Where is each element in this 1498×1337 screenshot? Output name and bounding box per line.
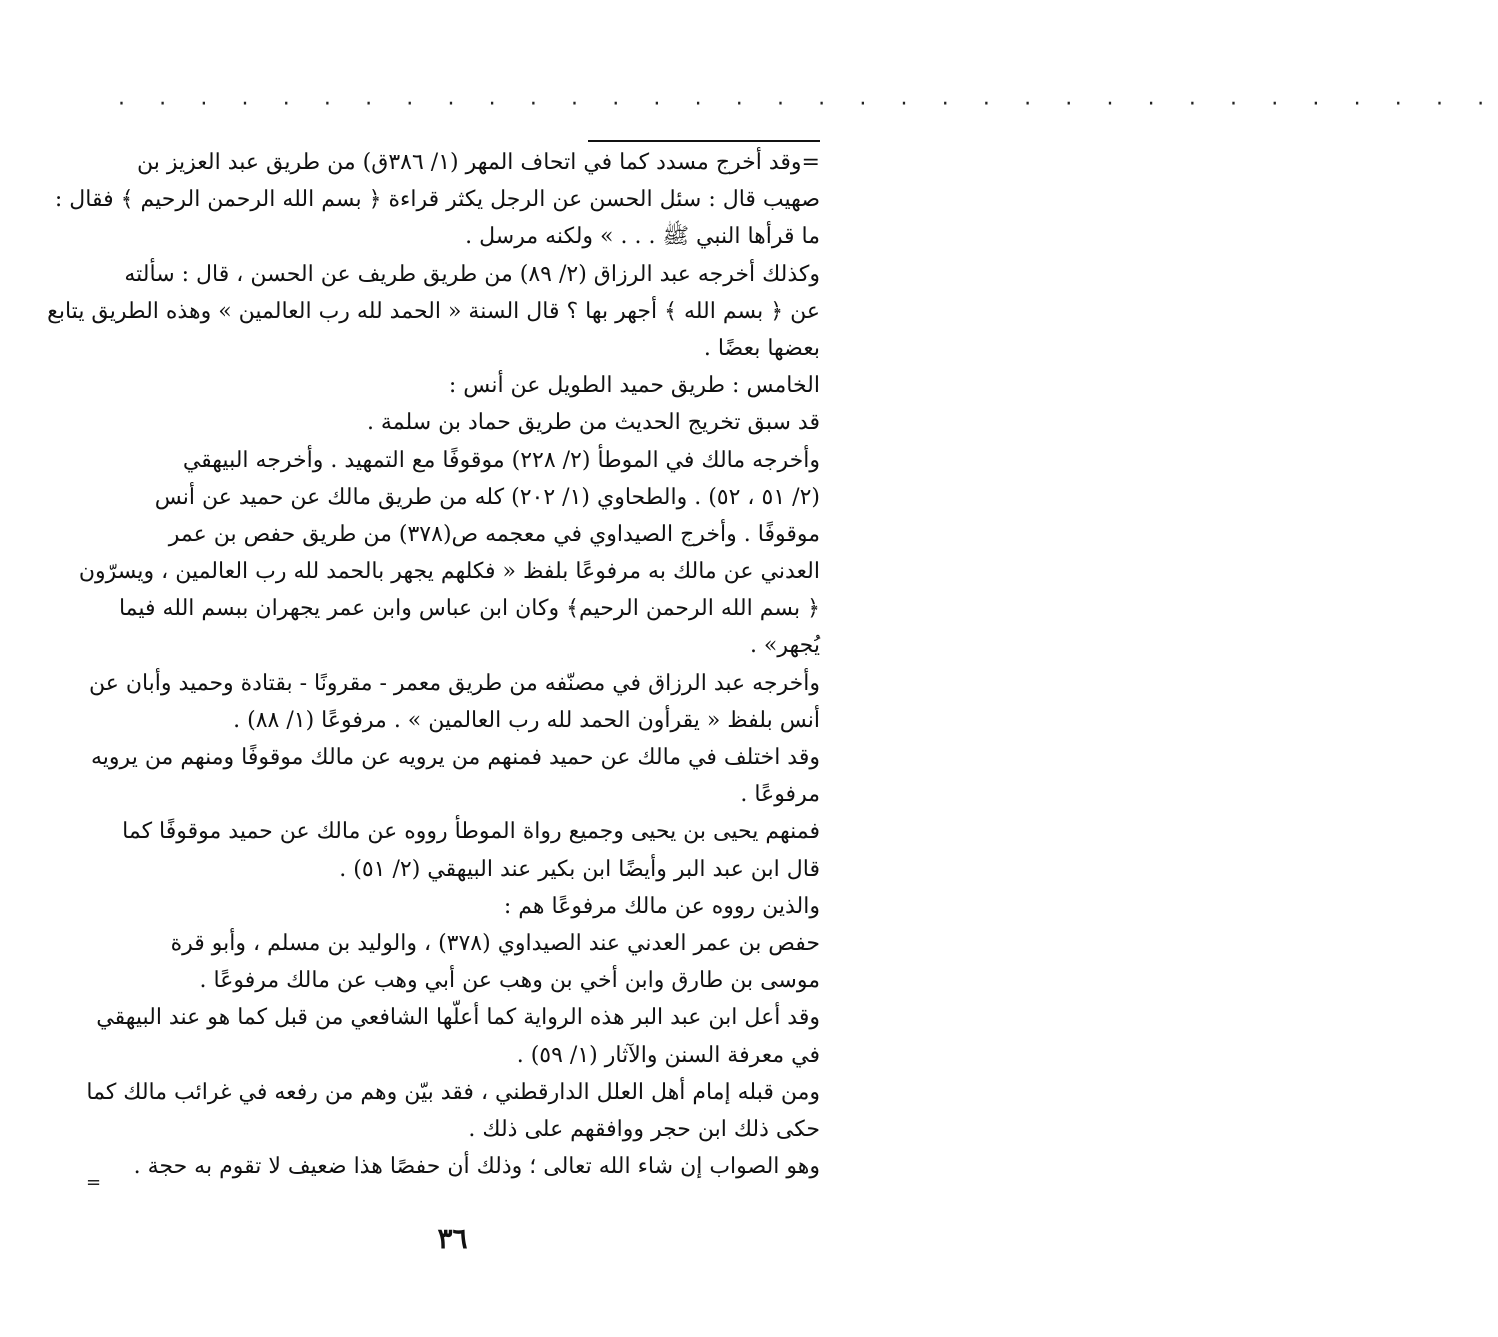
text-line: والذين رووه عن مالك مرفوعًا هم : xyxy=(503,893,820,919)
text-line: وهو الصواب إن شاء الله تعالى ؛ وذلك أن حفصًا هذا ضعيف لا تقوم به حجة . xyxy=(133,1154,820,1180)
text-line: حفص بن عمر العدني عند الصيداوي (٣٧٨) ، والوليد بن مسلم ، وأبو قرة xyxy=(170,930,820,956)
text-line: أنس بلفظ « يقرأون الحمد لله رب العالمين » . مرفوعًا (١/ ٨٨) . xyxy=(233,707,820,733)
text-line: صهيب قال : سئل الحسن عن الرجل يكثر قراءة ﴿ بسم الله الرحمن الرحيم ﴾ فقال : xyxy=(54,187,820,213)
continuation-mark: = xyxy=(86,1172,102,1193)
text-line: وقد أعل ابن عبد البر هذه الرواية كما أعلّها الشافعي من قبل كما هو عند البيهقي xyxy=(96,1005,820,1031)
text-line: قد سبق تخريج الحديث من طريق حماد بن سلمة . xyxy=(366,410,820,436)
text-line: (٢/ ٥١ ، ٥٢) . والطحاوي (١/ ٢٠٢) كله من طريق مالك عن حميد عن أنس xyxy=(154,484,820,510)
text-line: قال ابن عبد البر وأيضًا ابن بكير عند البيهقي (٢/ ٥١) . xyxy=(339,856,820,882)
header-dots: · · · · · · · · · · · · · · · · · · · · · · · · · · · · · · · · · · xyxy=(118,92,1498,117)
text-line: موسى بن طارق وابن أخي بن وهب عن أبي وهب عن مالك مرفوعًا . xyxy=(199,968,820,994)
text-line: ما قرأها النبي ﷺ . . . » ولكنه مرسل . xyxy=(465,224,820,250)
footnote-text xyxy=(47,144,820,1185)
text-line: وأخرجه مالك في الموطأ (٢/ ٢٢٨) موقوفًا مع التمهيد . وأخرجه البيهقي xyxy=(182,447,820,473)
page-number: ٣٦ xyxy=(437,1222,468,1255)
text-line: في معرفة السنن والآثار (١/ ٥٩) . xyxy=(516,1042,820,1068)
footnote-rule xyxy=(588,140,820,142)
text-line: الخامس : طريق حميد الطويل عن أنس : xyxy=(448,373,820,399)
text-line: =وقد أخرج مسدد كما في اتحاف المهر (١/ ٣٨٦ق) من طريق عبد العزيز بن xyxy=(137,150,820,175)
text-line: وأخرجه عبد الرزاق في مصنّفه من طريق معمر - مقرونًا - بقتادة وحميد وأبان عن xyxy=(88,670,820,696)
text-line: موقوفًا . وأخرج الصيداوي في معجمه ص(٣٧٨) من طريق حفص بن عمر xyxy=(168,521,820,547)
text-line: فمنهم يحيى بن يحيى وجميع رواة الموطأ رووه عن مالك عن حميد موقوفًا كما xyxy=(122,819,820,845)
text-line: عن ﴿ بسم الله ﴾ أجهر بها ؟ قال السنة « الحمد لله رب العالمين » وهذه الطريق يتابع xyxy=(47,298,820,324)
text-line: العدني عن مالك به مرفوعًا بلفظ « فكلهم يجهر بالحمد لله رب العالمين ، ويسرّون xyxy=(78,559,820,585)
text-line: وكذلك أخرجه عبد الرزاق (٢/ ٨٩) من طريق طريف عن الحسن ، قال : سألته xyxy=(124,261,820,287)
text-line: ومن قبله إمام أهل العلل الدارقطني ، فقد بيّن وهم من رفعه في غرائب مالك كما xyxy=(86,1079,820,1105)
text-line: ﴿ بسم الله الرحمن الرحيم﴾ وكان ابن عباس وابن عمر يجهران ببسم الله فيما xyxy=(118,596,820,622)
text-line: بعضها بعضًا . xyxy=(703,335,820,361)
text-line: حكى ذلك ابن حجر ووافقهم على ذلك . xyxy=(468,1116,820,1142)
text-line: يُجهر» . xyxy=(749,633,820,659)
text-line: وقد اختلف في مالك عن حميد فمنهم من يرويه عن مالك موقوفًا ومنهم من يرويه xyxy=(91,745,820,770)
text-line: مرفوعًا . xyxy=(740,782,820,808)
